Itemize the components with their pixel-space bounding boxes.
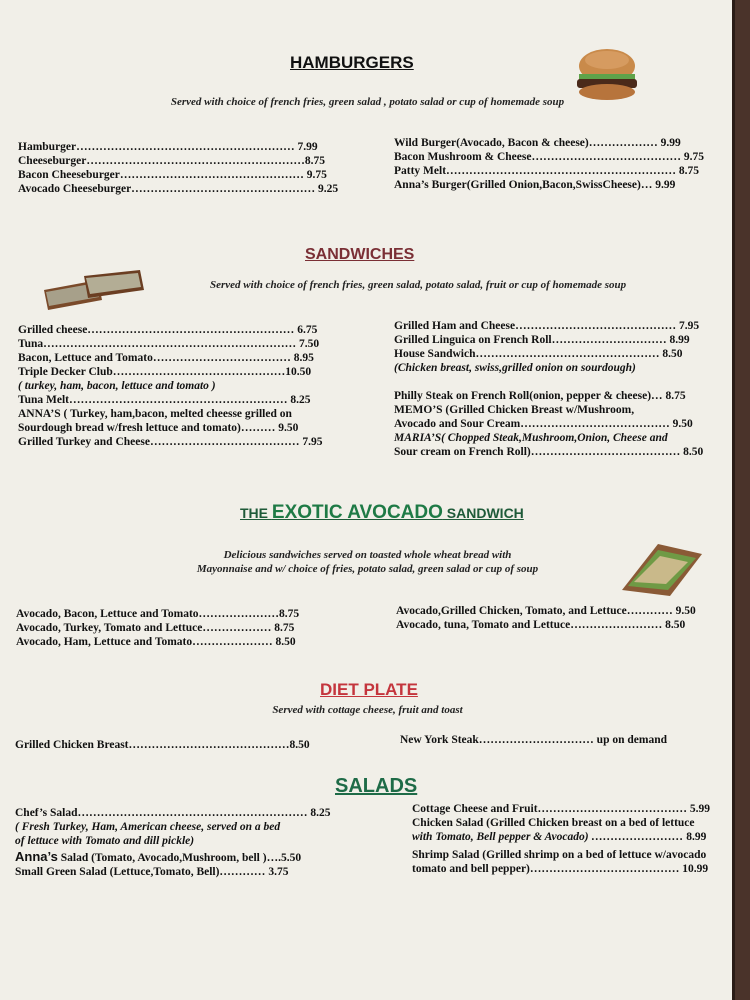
list-item: Avocado, Bacon, Lettuce and Tomato…………………8.75 (16, 608, 300, 620)
salads-right-list (412, 802, 710, 876)
list-item: tomato and bell pepper)………………………………… 10.99 (412, 863, 709, 875)
list-item: (Chicken breast, swiss,grilled onion on sourdough) (394, 362, 636, 374)
list-item: Avocado Cheeseburger………………………………………… 9.25 (18, 183, 339, 195)
hamburgers-right-list (394, 136, 704, 192)
list-item: ANNA’S ( Turkey, ham,bacon, melted cheesse grilled on (18, 408, 292, 420)
list-item: Small Green Salad (Lettuce,Tomato, Bell)………… 3.75 (15, 866, 289, 878)
list-item: ( turkey, ham, bacon, lettuce and tomato ) (18, 380, 216, 392)
sandwiches-subtitle: Served with choice of french fries, green salad, potato salad, fruit or cup of homemade soup (210, 279, 627, 291)
diet-left-item: Grilled Chicken Breast……………………………………8.50 (15, 739, 310, 751)
list-item: Chef’s Salad…………………………………………………… 8.25 (15, 807, 331, 819)
sandwiches-title: SANDWICHES (305, 246, 415, 263)
avocado-right-list (396, 604, 696, 632)
avocado-subtitle-2: Mayonnaise and w/ choice of fries, potato salad, green salad or cup of soup (196, 563, 539, 575)
list-item: Grilled cheese……………………………………………… 6.75 (18, 324, 318, 336)
list-item: Chicken Salad (Grilled Chicken breast on a bed of lettuce (412, 817, 695, 829)
list-item: Triple Decker Club………………………………………10.50 (18, 366, 312, 378)
diet-title: DIET PLATE (320, 680, 418, 699)
list-item: Grilled Ham and Cheese…………………………………… 7.95 (394, 320, 700, 332)
list-item: Hamburger………………………………………………… 7.99 (18, 141, 318, 153)
list-item: MEMO’S (Grilled Chicken Breast w/Mushroom, (394, 404, 635, 416)
list-item: Bacon, Lettuce and Tomato……………………………… 8.95 (18, 352, 314, 364)
avocado-subtitle-1: Delicious sandwiches served on toasted whole wheat bread with (223, 549, 512, 561)
list-item: Tuna………………………………………………………… 7.50 (18, 338, 320, 350)
list-item: Avocado, tuna, Tomato and Lettuce…………………… 8.50 (396, 619, 686, 631)
hamburgers-left-list (18, 140, 338, 196)
list-item: House Sandwich………………………………………… 8.50 (394, 348, 683, 360)
list-item: Sourdough bread w/fresh lettuce and tomato)……… 9.50 (18, 422, 299, 434)
spacer (394, 375, 703, 389)
list-item: Avocado,Grilled Chicken, Tomato, and Lettuce………… 9.50 (396, 605, 696, 617)
list-item: Cheeseburger…………………………………………………8.75 (18, 155, 325, 167)
list-item: Avocado, Turkey, Tomato and Lettuce……………… 8.75 (16, 622, 295, 634)
list-item: Sour cream on French Roll)………………………………… 8.50 (394, 446, 704, 458)
menu-cover-edge (735, 0, 750, 1000)
salads-title: SALADS (335, 775, 418, 797)
list-item: with Tomato, Bell pepper & Avocado) …………………… 8.99 (412, 831, 707, 843)
list-item: Shrimp Salad (Grilled shrimp on a bed of lettuce w/avocado (412, 849, 707, 861)
hamburgers-subtitle: Served with choice of french fries, green salad , potato salad or cup of homemade soup (170, 96, 565, 108)
list-item: Grilled Turkey and Cheese………………………………… 7.95 (18, 436, 323, 448)
avocado-left-list (16, 607, 299, 649)
list-item: Patty Melt…………………………………………………… 8.75 (394, 165, 700, 177)
avocado-sandwich-image (618, 540, 708, 600)
sandwiches-right-list (394, 319, 703, 459)
list-item: Philly Steak on French Roll(onion, pepper & cheese)… 8.75 (394, 390, 686, 402)
list-item: Wild Burger(Avocado, Bacon & cheese)……………… 9.99 (394, 137, 681, 149)
list-item: Grilled Linguica on French Roll………………………… 8.99 (394, 334, 690, 346)
hamburger-image (572, 44, 642, 104)
salads-left-list (15, 806, 331, 879)
sandwich-image (40, 266, 148, 314)
diet-subtitle: Served with cottage cheese, fruit and toast (272, 704, 463, 716)
list-item: Anna’s Burger(Grilled Onion,Bacon,SwissCheese)… 9.99 (394, 179, 676, 191)
hamburgers-title: HAMBURGERS (290, 53, 414, 72)
sandwiches-left-list (18, 323, 322, 449)
list-item: Anna’s Salad (Tomato, Avocado,Mushroom, bell )….5.50 (15, 849, 302, 864)
diet-right-item: New York Steak………………………… up on demand (400, 734, 667, 746)
list-item: Avocado, Ham, Lettuce and Tomato………………… 8.50 (16, 636, 296, 648)
list-item: ( Fresh Turkey, Ham, American cheese, served on a bed (15, 821, 281, 833)
list-item: Avocado and Sour Cream………………………………… 9.50 (394, 418, 693, 430)
avocado-title: THE EXOTIC AVOCADO SANDWICH (240, 502, 524, 523)
list-item: Bacon Cheeseburger………………………………………… 9.75 (18, 169, 327, 181)
list-item: of lettuce with Tomato and dill pickle) (15, 835, 195, 847)
list-item: Cottage Cheese and Fruit………………………………… 5.99 (412, 803, 711, 815)
list-item: MARIA’S( Chopped Steak,Mushroom,Onion, Cheese and (394, 432, 668, 444)
list-item: Tuna Melt………………………………………………… 8.25 (18, 394, 311, 406)
list-item: Bacon Mushroom & Cheese………………………………… 9.75 (394, 151, 704, 163)
